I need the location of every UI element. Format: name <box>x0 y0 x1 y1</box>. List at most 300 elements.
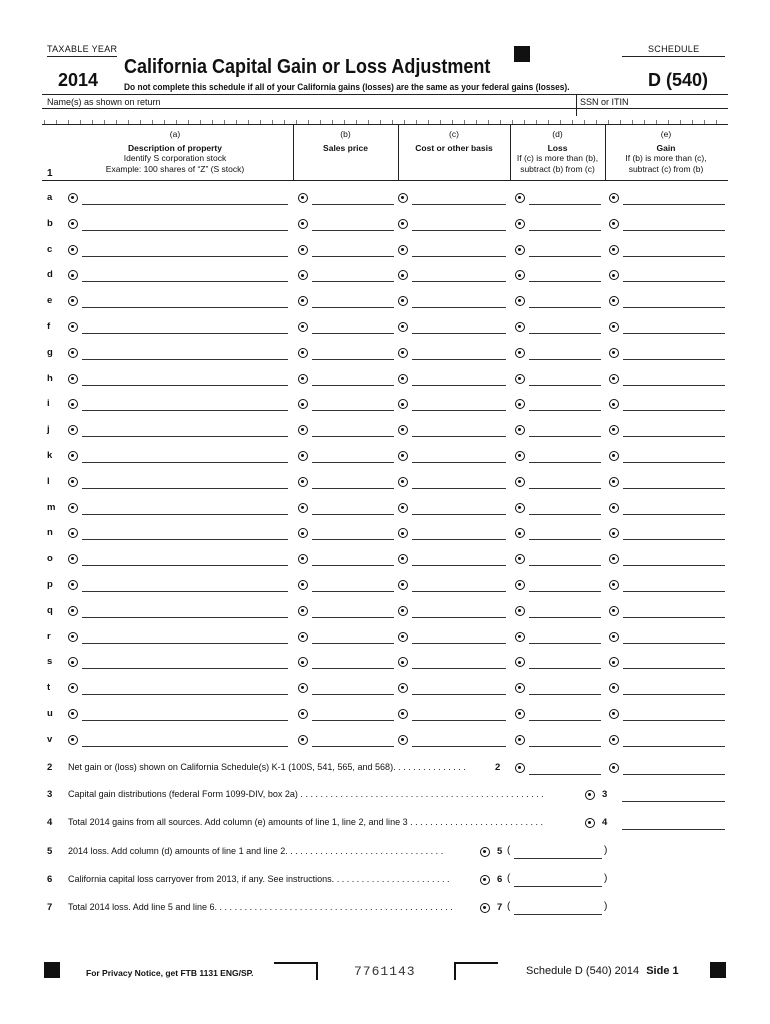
row-p-column-e-field[interactable] <box>623 591 725 592</box>
column-e-id: (e) <box>660 129 672 139</box>
bullet-icon <box>298 554 308 564</box>
row-i-column-d-field[interactable] <box>529 410 601 411</box>
row-e-column-b-field[interactable] <box>312 307 394 308</box>
row-n-column-d-field[interactable] <box>529 539 601 540</box>
bullet-icon <box>398 425 408 435</box>
line-5-reference: 5 <box>497 846 503 857</box>
column-e-title: Gain <box>656 142 676 153</box>
bullet-icon <box>398 374 408 384</box>
bullet-icon <box>398 348 408 358</box>
registration-mark <box>514 46 530 62</box>
row-d-column-a-field[interactable] <box>82 281 288 282</box>
row-b-column-c-field[interactable] <box>412 230 506 231</box>
bullet-icon <box>515 245 525 255</box>
row-g-column-d-field[interactable] <box>529 359 601 360</box>
bullet-icon <box>298 683 308 693</box>
row-q-column-e-field[interactable] <box>623 617 725 618</box>
line-2-reference: 2 <box>495 762 501 773</box>
row-o-column-d-field[interactable] <box>529 565 601 566</box>
bullet-icon <box>298 606 308 616</box>
bullet-icon <box>515 322 525 332</box>
row-p-column-a-field[interactable] <box>82 591 288 592</box>
bullet-icon <box>609 374 619 384</box>
row-h-column-e-field[interactable] <box>623 385 725 386</box>
line-2-amount-field-loss[interactable] <box>529 774 601 775</box>
bullet-icon <box>609 503 619 513</box>
row-r-column-e-field[interactable] <box>623 643 725 644</box>
bullet-icon <box>398 683 408 693</box>
bullet-icon <box>515 451 525 461</box>
row-s-column-c-field[interactable] <box>412 668 506 669</box>
bullet-icon <box>609 477 619 487</box>
row-letter: h <box>47 372 53 384</box>
bullet-icon <box>68 683 78 693</box>
line-7-reference: 7 <box>497 902 503 913</box>
bullet-icon <box>609 709 619 719</box>
row-a-column-a-field[interactable] <box>82 204 288 205</box>
line-4-number: 4 <box>47 817 53 828</box>
row-a-column-b-field[interactable] <box>312 204 394 205</box>
bullet-icon <box>480 875 490 885</box>
bullet-icon <box>398 296 408 306</box>
bullet-icon <box>515 399 525 409</box>
row-k-column-e-field[interactable] <box>623 462 725 463</box>
bullet-icon <box>515 657 525 667</box>
bullet-icon <box>609 245 619 255</box>
bullet-icon <box>609 528 619 538</box>
row-j-column-e-field[interactable] <box>623 436 725 437</box>
row-j-column-a-field[interactable] <box>82 436 288 437</box>
bullet-icon <box>398 245 408 255</box>
row-t-column-a-field[interactable] <box>82 694 288 695</box>
column-e-note-1: If (b) is more than (c), <box>625 153 707 163</box>
row-n-column-b-field[interactable] <box>312 539 394 540</box>
row-a-column-d-field[interactable] <box>529 204 601 205</box>
row-p-column-c-field[interactable] <box>412 591 506 592</box>
bullet-icon <box>515 554 525 564</box>
row-e-column-a-field[interactable] <box>82 307 288 308</box>
row-f-column-e-field[interactable] <box>623 333 725 334</box>
bullet-icon <box>398 554 408 564</box>
row-i-column-b-field[interactable] <box>312 410 394 411</box>
column-a-title: Description of property <box>128 142 222 153</box>
row-l-column-d-field[interactable] <box>529 488 601 489</box>
row-s-column-d-field[interactable] <box>529 668 601 669</box>
line-5-number: 5 <box>47 846 53 857</box>
line-6-text: California capital loss carryover from 2013, if any. See instructions. . . . . . . . . . . . . . . . . . . . . . . . <box>68 874 450 885</box>
footer-corner-left <box>274 962 318 980</box>
bullet-icon <box>585 818 595 828</box>
line-2-text: Net gain or (loss) shown on California Schedule(s) K-1 (100S, 541, 565, and 568). . . . . . . . . . . . . . . <box>68 762 466 773</box>
row-m-column-e-field[interactable] <box>623 514 725 515</box>
line-6-amount-field[interactable] <box>514 886 602 887</box>
bullet-icon <box>298 193 308 203</box>
bullet-icon <box>515 735 525 745</box>
tax-year: 2014 <box>58 70 99 90</box>
bullet-icon <box>298 735 308 745</box>
bullet-icon <box>68 270 78 280</box>
line-6-reference: 6 <box>497 874 503 885</box>
row-t-column-e-field[interactable] <box>623 694 725 695</box>
bullet-icon <box>68 528 78 538</box>
bullet-icon <box>398 503 408 513</box>
row-i-column-e-field[interactable] <box>623 410 725 411</box>
form-instruction: Do not complete this schedule if all of your California gains (losses) are the same as your federal gains (losses). <box>124 82 570 93</box>
header-rule-right <box>622 56 725 57</box>
row-t-column-c-field[interactable] <box>412 694 506 695</box>
row-letter: m <box>47 501 56 513</box>
bullet-icon <box>298 322 308 332</box>
bullet-icon <box>298 399 308 409</box>
bullet-icon <box>398 270 408 280</box>
row-p-column-b-field[interactable] <box>312 591 394 592</box>
row-j-column-d-field[interactable] <box>529 436 601 437</box>
bullet-icon <box>398 219 408 229</box>
row-k-column-b-field[interactable] <box>312 462 394 463</box>
bullet-icon <box>609 270 619 280</box>
row-a-column-c-field[interactable] <box>412 204 506 205</box>
bullet-icon <box>68 374 78 384</box>
row-q-column-a-field[interactable] <box>82 617 288 618</box>
row-m-column-c-field[interactable] <box>412 514 506 515</box>
row-letter: p <box>47 579 53 590</box>
row-d-column-c-field[interactable] <box>412 281 506 282</box>
bullet-icon <box>609 632 619 642</box>
column-e-header <box>605 129 727 174</box>
row-r-column-c-field[interactable] <box>412 643 506 644</box>
bullet-icon <box>398 322 408 332</box>
bullet-icon <box>298 477 308 487</box>
bullet-icon <box>298 632 308 642</box>
bullet-icon <box>298 270 308 280</box>
column-c-header <box>398 129 510 153</box>
row-n-column-e-field[interactable] <box>623 539 725 540</box>
bullet-icon <box>298 245 308 255</box>
bullet-icon <box>515 348 525 358</box>
row-u-column-a-field[interactable] <box>82 720 288 721</box>
row-v-column-a-field[interactable] <box>82 746 288 747</box>
row-l-column-e-field[interactable] <box>623 488 725 489</box>
row-letter: f <box>47 321 51 332</box>
bullet-icon <box>609 606 619 616</box>
line-6-number: 6 <box>47 874 53 885</box>
bullet-icon <box>480 847 490 857</box>
row-letter: s <box>47 656 53 668</box>
row-n-column-c-field[interactable] <box>412 539 506 540</box>
bullet-icon <box>298 219 308 229</box>
row-b-column-e-field[interactable] <box>623 230 725 231</box>
bullet-icon <box>68 348 78 358</box>
column-a-header <box>60 129 290 174</box>
row-letter: a <box>47 192 53 203</box>
bullet-icon <box>398 451 408 461</box>
bullet-icon <box>609 763 619 773</box>
row-f-column-a-field[interactable] <box>82 333 288 334</box>
row-v-column-b-field[interactable] <box>312 746 394 747</box>
bullet-icon <box>515 193 525 203</box>
row-m-column-b-field[interactable] <box>312 514 394 515</box>
line-4-amount-field[interactable] <box>622 829 725 830</box>
bullet-icon <box>68 399 78 409</box>
taxable-year-label: TAXABLE YEAR <box>47 44 118 54</box>
bullet-icon <box>398 193 408 203</box>
bullet-icon <box>515 709 525 719</box>
row-m-column-d-field[interactable] <box>529 514 601 515</box>
bullet-icon <box>298 348 308 358</box>
bullet-icon <box>298 425 308 435</box>
row-d-column-e-field[interactable] <box>623 281 725 282</box>
close-paren-icon: ) <box>604 845 608 856</box>
bullet-icon <box>515 503 525 513</box>
column-b-header <box>293 129 398 153</box>
bullet-icon <box>298 374 308 384</box>
row-u-column-d-field[interactable] <box>529 720 601 721</box>
row-l-column-b-field[interactable] <box>312 488 394 489</box>
row-e-column-e-field[interactable] <box>623 307 725 308</box>
row-f-column-b-field[interactable] <box>312 333 394 334</box>
bullet-icon <box>515 425 525 435</box>
row-r-column-a-field[interactable] <box>82 643 288 644</box>
bullet-icon <box>68 657 78 667</box>
footer-corner-right <box>454 962 498 980</box>
row-t-column-d-field[interactable] <box>529 694 601 695</box>
bullet-icon <box>68 709 78 719</box>
column-d-note-1: If (c) is more than (b), <box>516 153 599 163</box>
row-q-column-d-field[interactable] <box>529 617 601 618</box>
row-h-column-c-field[interactable] <box>412 385 506 386</box>
bullet-icon <box>609 219 619 229</box>
row-c-column-b-field[interactable] <box>312 256 394 257</box>
row-v-column-d-field[interactable] <box>529 746 601 747</box>
column-header-top-rule <box>42 124 728 125</box>
bullet-icon <box>298 451 308 461</box>
bullet-icon <box>480 903 490 913</box>
column-d-note-2: subtract (b) from (c) <box>520 163 595 174</box>
open-paren-icon: ( <box>507 845 511 856</box>
row-letter: t <box>47 682 51 694</box>
bullet-icon <box>68 606 78 616</box>
bullet-icon <box>515 763 525 773</box>
bullet-icon <box>515 632 525 642</box>
row-letter: n <box>47 527 53 539</box>
row-letter: j <box>47 424 50 436</box>
row-o-column-b-field[interactable] <box>312 565 394 566</box>
line-4-text: Total 2014 gains from all sources. Add column (e) amounts of line 1, line 2, and line 3 . . . . . . . . . . . . . . . . . . . . . . . . . . . <box>68 817 544 828</box>
bullet-icon <box>609 657 619 667</box>
line-4-reference: 4 <box>602 817 608 828</box>
row-i-column-c-field[interactable] <box>412 410 506 411</box>
row-v-column-c-field[interactable] <box>412 746 506 747</box>
row-g-column-a-field[interactable] <box>82 359 288 360</box>
bullet-icon <box>609 193 619 203</box>
line-2-amount-field-gain[interactable] <box>623 774 725 775</box>
bullet-icon <box>298 503 308 513</box>
line-3-reference: 3 <box>602 789 608 800</box>
row-g-column-e-field[interactable] <box>623 359 725 360</box>
row-g-column-b-field[interactable] <box>312 359 394 360</box>
bullet-icon <box>609 296 619 306</box>
row-l-column-a-field[interactable] <box>82 488 288 489</box>
line-1-number: 1 <box>47 168 53 179</box>
bullet-icon <box>68 425 78 435</box>
ssn-label: SSN or ITIN <box>580 97 629 107</box>
row-c-column-a-field[interactable] <box>82 256 288 257</box>
schedule-code: D (540) <box>648 70 709 90</box>
column-d-title: Loss <box>547 142 568 153</box>
column-d-header <box>510 129 605 174</box>
row-f-column-c-field[interactable] <box>412 333 506 334</box>
close-paren-icon: ) <box>604 901 608 912</box>
bullet-icon <box>68 219 78 229</box>
row-letter: g <box>47 346 53 358</box>
bullet-icon <box>398 657 408 667</box>
row-t-column-b-field[interactable] <box>312 694 394 695</box>
row-c-column-e-field[interactable] <box>623 256 725 257</box>
row-k-column-c-field[interactable] <box>412 462 506 463</box>
row-letter: o <box>47 553 53 565</box>
column-a-note-1: Identify S corporation stock <box>123 153 227 163</box>
bullet-icon <box>68 632 78 642</box>
row-q-column-b-field[interactable] <box>312 617 394 618</box>
header-rule-left <box>47 56 117 57</box>
bullet-icon <box>298 657 308 667</box>
bullet-icon <box>609 399 619 409</box>
row-r-column-d-field[interactable] <box>529 643 601 644</box>
close-paren-icon: ) <box>604 873 608 884</box>
row-i-column-a-field[interactable] <box>82 410 288 411</box>
row-n-column-a-field[interactable] <box>82 539 288 540</box>
row-q-column-c-field[interactable] <box>412 617 506 618</box>
footer-form-id <box>526 965 679 977</box>
barcode-number: 7761143 <box>354 964 416 979</box>
column-b-title: Sales price <box>323 142 368 153</box>
row-letter: q <box>47 604 53 616</box>
line-3-text: Capital gain distributions (federal Form 1099-DIV, box 2a) . . . . . . . . . . . . . . . . . . . . . . . . . . . . . . . . . . . . . . . . . . . . . . . . . <box>68 789 544 800</box>
row-a-column-e-field[interactable] <box>623 204 725 205</box>
bullet-icon <box>398 606 408 616</box>
row-letter: r <box>47 630 51 642</box>
row-u-column-e-field[interactable] <box>623 720 725 721</box>
bullet-icon <box>68 735 78 745</box>
row-h-column-a-field[interactable] <box>82 385 288 386</box>
line-3-number: 3 <box>47 789 53 800</box>
bullet-icon <box>515 477 525 487</box>
bullet-icon <box>398 580 408 590</box>
row-s-column-e-field[interactable] <box>623 668 725 669</box>
row-letter: b <box>47 217 53 229</box>
row-letter: i <box>47 398 50 410</box>
row-o-column-c-field[interactable] <box>412 565 506 566</box>
row-k-column-a-field[interactable] <box>82 462 288 463</box>
row-m-column-a-field[interactable] <box>82 514 288 515</box>
open-paren-icon: ( <box>507 901 511 912</box>
row-p-column-d-field[interactable] <box>529 591 601 592</box>
bullet-icon <box>68 296 78 306</box>
row-j-column-c-field[interactable] <box>412 436 506 437</box>
row-letter: l <box>47 475 50 487</box>
bullet-icon <box>609 580 619 590</box>
line-5-text: 2014 loss. Add column (d) amounts of line 1 and line 2. . . . . . . . . . . . . . . . . . . . . . . . . . . . . . . . <box>68 846 444 857</box>
line-3-amount-field[interactable] <box>622 801 725 802</box>
row-letter: d <box>47 269 53 281</box>
row-l-column-c-field[interactable] <box>412 488 506 489</box>
bullet-icon <box>398 632 408 642</box>
row-letter: v <box>47 733 53 745</box>
bullet-icon <box>398 735 408 745</box>
row-g-column-c-field[interactable] <box>412 359 506 360</box>
bullet-icon <box>298 296 308 306</box>
line-7-text: Total 2014 loss. Add line 5 and line 6. . . . . . . . . . . . . . . . . . . . . . . . . . . . . . . . . . . . . . . . . . . . . . . . <box>68 902 453 913</box>
row-b-column-b-field[interactable] <box>312 230 394 231</box>
bullet-icon <box>68 193 78 203</box>
bullet-icon <box>298 580 308 590</box>
bullet-icon <box>68 477 78 487</box>
row-b-column-d-field[interactable] <box>529 230 601 231</box>
row-u-column-c-field[interactable] <box>412 720 506 721</box>
row-s-column-b-field[interactable] <box>312 668 394 669</box>
bullet-icon <box>515 606 525 616</box>
row-b-column-a-field[interactable] <box>82 230 288 231</box>
column-c-title: Cost or other basis <box>415 142 493 153</box>
row-c-column-d-field[interactable] <box>529 256 601 257</box>
row-h-column-d-field[interactable] <box>529 385 601 386</box>
ssn-divider <box>576 94 577 116</box>
line-7-amount-field[interactable] <box>514 914 602 915</box>
column-d-id: (d) <box>552 129 563 139</box>
column-a-note-2: Example: 100 shares of “Z” (S stock) <box>105 163 245 174</box>
row-d-column-d-field[interactable] <box>529 281 601 282</box>
bullet-icon <box>515 528 525 538</box>
row-o-column-e-field[interactable] <box>623 565 725 566</box>
bullet-icon <box>298 528 308 538</box>
row-r-column-b-field[interactable] <box>312 643 394 644</box>
bullet-icon <box>68 580 78 590</box>
line-5-amount-field[interactable] <box>514 858 602 859</box>
bullet-icon <box>515 374 525 384</box>
schedule-label: SCHEDULE <box>648 44 700 54</box>
bullet-icon <box>398 399 408 409</box>
row-j-column-b-field[interactable] <box>312 436 394 437</box>
row-f-column-d-field[interactable] <box>529 333 601 334</box>
bullet-icon <box>609 451 619 461</box>
row-e-column-c-field[interactable] <box>412 307 506 308</box>
row-c-column-c-field[interactable] <box>412 256 506 257</box>
bullet-icon <box>298 709 308 719</box>
row-d-column-b-field[interactable] <box>312 281 394 282</box>
form-title: California Capital Gain or Loss Adjustment <box>124 56 491 78</box>
row-letter: c <box>47 243 53 255</box>
line-7-number: 7 <box>47 902 53 913</box>
row-h-column-b-field[interactable] <box>312 385 394 386</box>
row-k-column-d-field[interactable] <box>529 462 601 463</box>
row-s-column-a-field[interactable] <box>82 668 288 669</box>
row-o-column-a-field[interactable] <box>82 565 288 566</box>
line-2-number: 2 <box>47 762 53 773</box>
row-v-column-e-field[interactable] <box>623 746 725 747</box>
row-u-column-b-field[interactable] <box>312 720 394 721</box>
bullet-icon <box>68 451 78 461</box>
bullet-icon <box>515 296 525 306</box>
bullet-icon <box>515 683 525 693</box>
name-label: Name(s) as shown on return <box>47 97 161 107</box>
column-c-id: (c) <box>449 129 459 139</box>
name-field[interactable] <box>44 108 574 122</box>
bullet-icon <box>585 790 595 800</box>
privacy-notice: For Privacy Notice, get FTB 1131 ENG/SP. <box>86 968 254 978</box>
row-e-column-d-field[interactable] <box>529 307 601 308</box>
bullet-icon <box>398 477 408 487</box>
bullet-icon <box>515 219 525 229</box>
